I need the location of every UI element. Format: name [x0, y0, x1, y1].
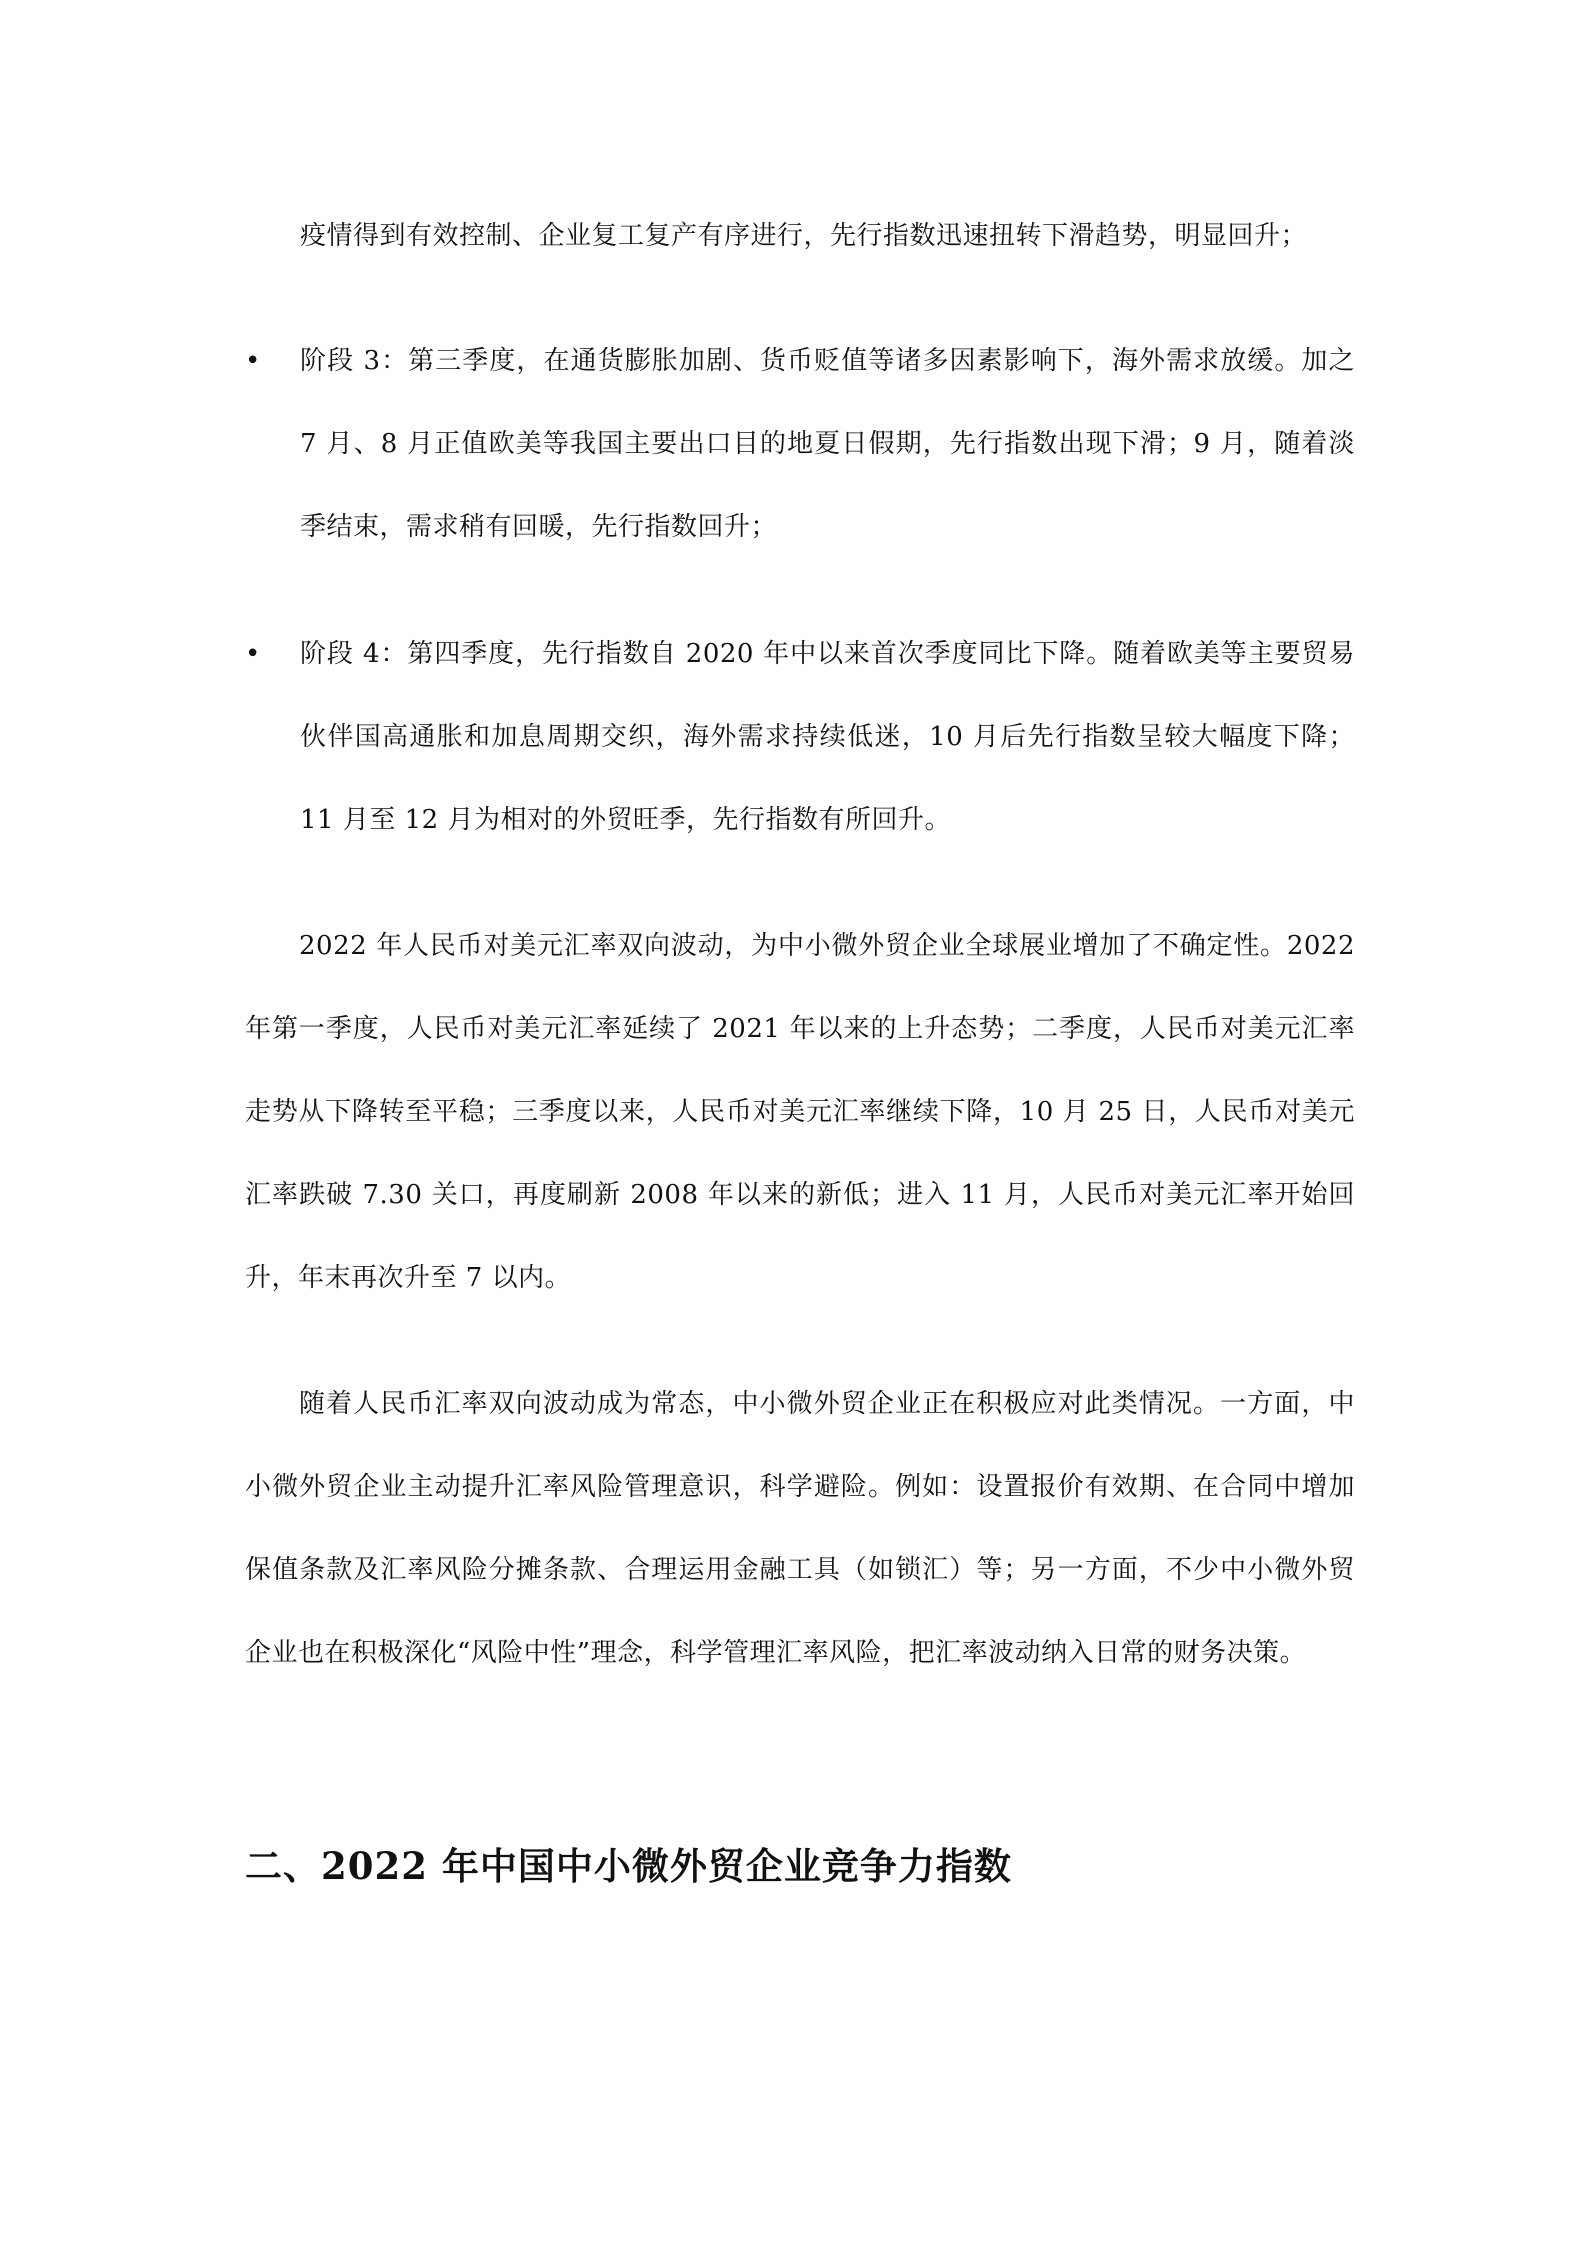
bullet-text-stage-4: 阶段 4：第四季度，先行指数自 2020 年中以来首次季度同比下降。随着欧美等主要贸易伙伴国高通胀和加息周期交织，海外需求持续低迷，10 月后先行指数呈较大幅度下降；11 月至 12 月为相对的外贸旺季，先行指数有所回升。	[300, 639, 1355, 835]
paragraph-enterprise-response: 随着人民币汇率双向波动成为常态，中小微外贸企业正在积极应对此类情况。一方面，中小微外贸企业主动提升汇率风险管理意识，科学避险。例如：设置报价有效期、在合同中增加保值条款及汇率风险分摊条款、合理运用金融工具（如锁汇）等；另一方面，不少中小微外贸企业也在积极深化“风险中性”理念，科学管理汇率风险，把汇率波动纳入日常的财务决策。	[245, 1389, 1355, 1668]
bullet-dot-icon: •	[245, 639, 261, 669]
continuation-paragraph: 疫情得到有效控制、企业复工复产有序进行，先行指数迅速扭转下滑趋势，明显回升；	[300, 221, 1308, 251]
bullet-dot-icon: •	[245, 346, 261, 376]
section-heading: 二、2022 年中国中小微外贸企业竞争力指数	[245, 1844, 1012, 1888]
paragraph-rmb-exchange-rate: 2022 年人民币对美元汇率双向波动，为中小微外贸企业全球展业增加了不确定性。2022 年第一季度，人民币对美元汇率延续了 2021 年以来的上升态势；二季度，人民币对美元汇率走势从下降转至平稳；三季度以来，人民币对美元汇率继续下降，10 月 25 日，人民币对美元汇率跌破 7.30 关口，再度刷新 2008 年以来的新低；进入 11 月，人民币对美元汇率开始回升，年末再次升至 7 以内。	[245, 931, 1355, 1293]
bullet-text-stage-3: 阶段 3：第三季度，在通货膨胀加剧、货币贬值等诸多因素影响下，海外需求放缓。加之 7 月、8 月正值欧美等我国主要出口目的地夏日假期，先行指数出现下滑；9 月，随着淡季结束，需求稍有回暖，先行指数回升；	[300, 346, 1355, 542]
